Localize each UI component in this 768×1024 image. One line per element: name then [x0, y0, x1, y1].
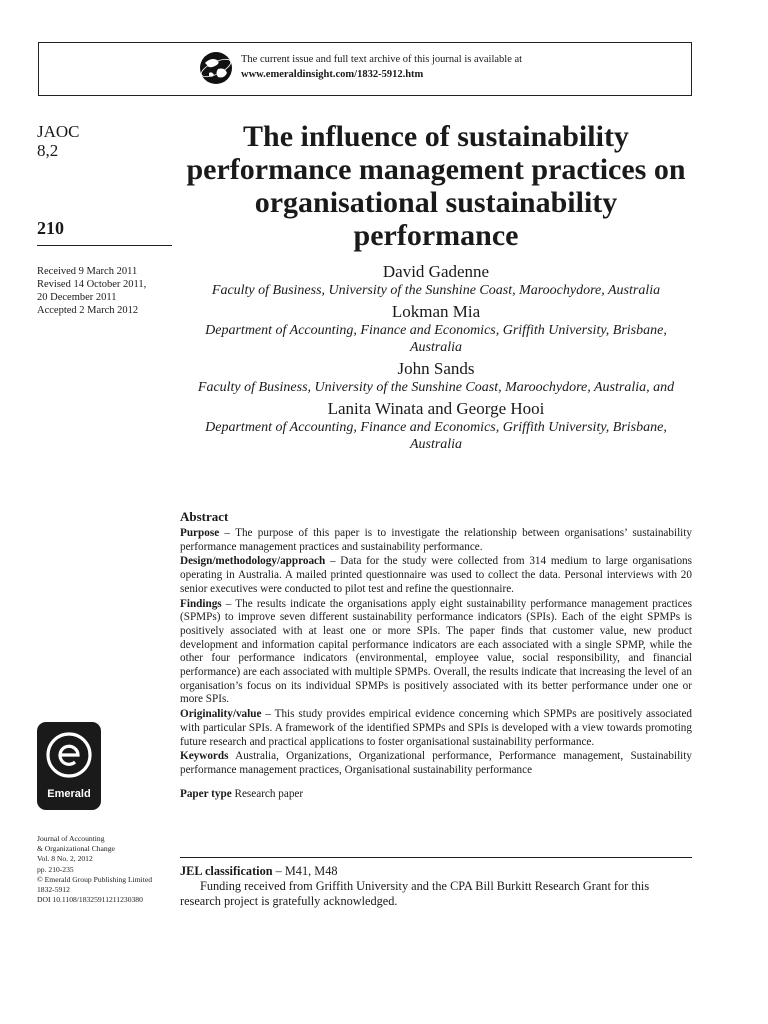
author-list — [180, 262, 692, 456]
jel-classification — [180, 864, 692, 879]
journal-info-line: © Emerald Group Publishing Limited — [37, 874, 153, 884]
jel-value: – M41, M48 — [272, 864, 338, 878]
author-affiliation: Faculty of Business, University of the Sunshine Coast, Maroochydore, Australia, and — [197, 380, 675, 395]
sidebar-divider — [37, 245, 172, 246]
section-label: Keywords — [180, 750, 229, 763]
jel-label: JEL classification — [180, 864, 273, 878]
paper-type-value: Research paper — [231, 787, 304, 800]
author-affiliation: Department of Accounting, Finance and Economics, Griffith University, Brisbane, Australia — [205, 323, 667, 355]
section-label: Purpose — [180, 527, 220, 539]
journal-code — [37, 122, 175, 160]
journal-info-line: & Organizational Change — [37, 844, 115, 854]
author-name: John Sands — [397, 359, 475, 378]
banner-line: The current issue and full text archive of this journal is available at — [241, 54, 523, 65]
journal-info-line: pp. 210-235 — [37, 864, 74, 874]
abstract-keywords — [180, 750, 692, 777]
emerald-logo — [37, 722, 101, 810]
abstract — [180, 509, 692, 802]
author-affiliation: Department of Accounting, Finance and Economics, Griffith University, Brisbane, Australia — [205, 420, 667, 452]
section-label: Findings — [180, 597, 222, 610]
footer-divider — [180, 857, 692, 858]
author-name: David Gadenne — [382, 262, 490, 281]
globe-icon — [199, 51, 233, 85]
author-affiliation: Faculty of Business, University of the Sunshine Coast, Maroochydore, Australia — [211, 283, 661, 298]
journal-banner — [38, 42, 692, 96]
paper-type-label: Paper type — [180, 787, 232, 800]
section-label: Originality/value — [180, 708, 262, 721]
section-text: – The results indicate the organisations apply eight sustainability performance management practices (SPMPs) to improve seven different sustainability performance indicators (SPIs). Each of the eight SPMPs is positively associated with at least one or more SPIs. The paper finds that customer value, new product development and information capital performance indicators are each associated with a single SPMP, while the other four performance indicators (environmental, employee value, social responsibility, and financial performance) are each associated with multiple SPMPs. Overall, the results indicate that increasing the level of an organisation’s focus on its individual SPMPs is positively associated with its better performance under one or more SPIs. — [180, 597, 692, 706]
funding-note: Funding received from Griffith University and the CPA Bill Burkitt Research Grant for this research project is gratefully acknowledged. — [180, 879, 650, 908]
journal-info — [37, 834, 177, 905]
volume-issue: 8,2 — [37, 141, 59, 160]
paper-title: The influence of sustainability performance management practices on organisational sustainability performance — [186, 120, 686, 252]
accepted-date: Accepted 2 March 2012 — [37, 305, 139, 316]
revised-date: Revised 14 October 2011, — [37, 279, 147, 290]
paper-type — [180, 788, 692, 802]
section-label: Design/methodology/approach — [180, 555, 326, 568]
abstract-originality — [180, 708, 692, 749]
abstract-purpose — [180, 527, 692, 554]
section-text: – The purpose of this paper is to investigate the relationship between organisations’ sustainability performance management practices and sustainability performance. — [180, 527, 692, 553]
received-date: Received 9 March 2011 — [37, 266, 138, 277]
section-text: – This study provides empirical evidence concerning which SPMPs are positively associated with particular SPIs. A framework of the identified SPMPs and SPIs is developed with a view towards promoting future research and practical applications to foster organisational sustainability performance. — [180, 708, 692, 748]
journal-info-line: Journal of Accounting — [37, 834, 105, 843]
section-text: – Data for the study were collected from 314 medium to large organisations operating in Australia. A mailed printed questionnaire was used to collect the data. Personal interviews with 20 senior executives were conducted to pilot test and refine the questionnaire. — [180, 555, 692, 595]
journal-abbrev: JAOC — [37, 122, 80, 141]
footnote — [180, 864, 692, 909]
section-text: Australia, Organizations, Organizational performance, Performance management, Sustainability performance management practices, Organisational sustainability performance — [180, 750, 692, 776]
author-name: Lokman Mia — [391, 302, 481, 321]
abstract-design — [180, 555, 692, 596]
journal-info-line: 1832-5912 — [37, 885, 70, 895]
abstract-heading: Abstract — [180, 509, 229, 524]
emerald-wordmark: Emerald — [47, 788, 91, 800]
abstract-findings — [180, 598, 692, 708]
revised-date-2: 20 December 2011 — [37, 292, 117, 303]
journal-url-link[interactable]: www.emeraldinsight.com/1832-5912.htm — [241, 69, 424, 80]
journal-info-line: Vol. 8 No. 2, 2012 — [37, 854, 93, 864]
journal-doi: DOI 10.1108/18325911211230380 — [37, 895, 143, 905]
article-history — [37, 265, 175, 317]
author-name: Lanita Winata and George Hooi — [327, 399, 545, 418]
page-number: 210 — [37, 218, 64, 238]
emerald-logo-icon — [37, 722, 101, 788]
